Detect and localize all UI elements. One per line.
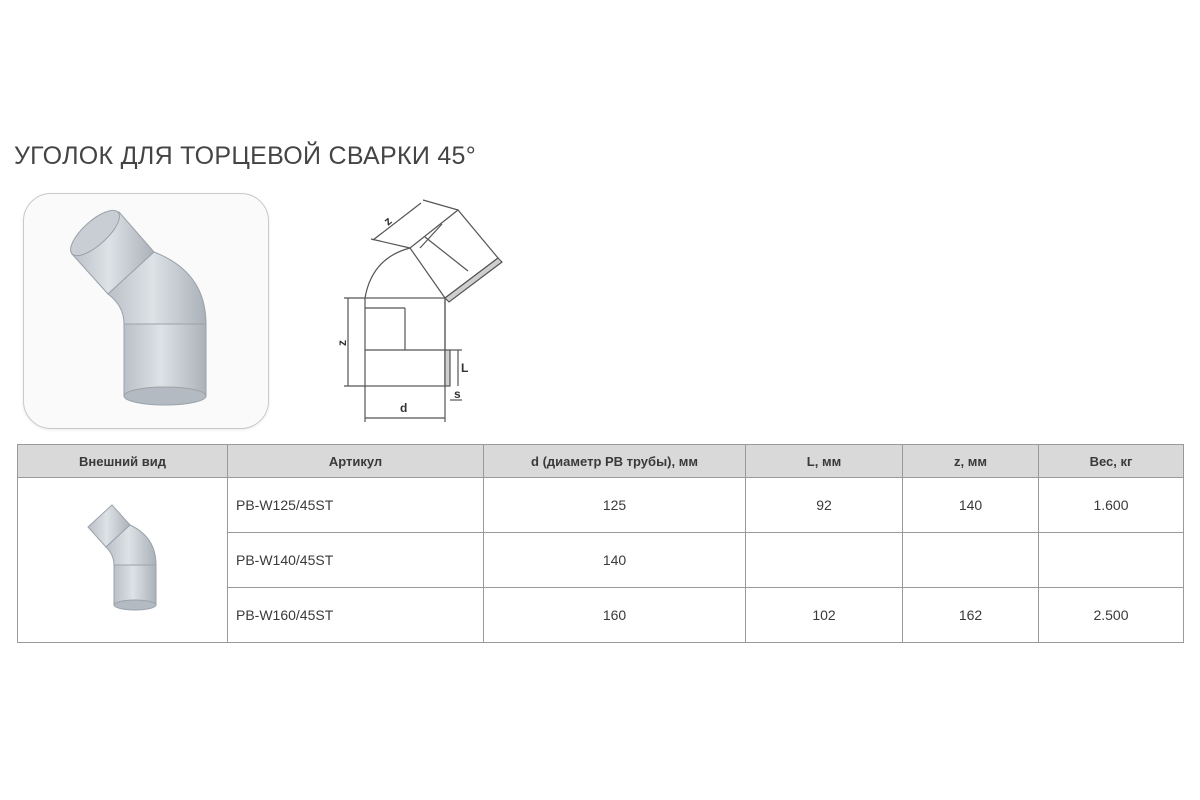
header-article: Артикул bbox=[228, 445, 484, 478]
cell-L bbox=[746, 533, 903, 588]
cell-article: PB-W140/45ST bbox=[228, 533, 484, 588]
cell-L: 92 bbox=[746, 478, 903, 533]
cell-weight: 1.600 bbox=[1039, 478, 1184, 533]
cell-diameter: 125 bbox=[484, 478, 746, 533]
header-diameter: d (диаметр PB трубы), мм bbox=[484, 445, 746, 478]
table-row bbox=[18, 478, 1184, 533]
cell-z bbox=[903, 533, 1039, 588]
header-appearance: Внешний вид bbox=[18, 445, 228, 478]
header-L: L, мм bbox=[746, 445, 903, 478]
product-thumbnail bbox=[18, 478, 228, 643]
dim-d: d bbox=[400, 401, 408, 415]
cell-z: 162 bbox=[903, 588, 1039, 643]
table-header-row bbox=[18, 445, 1184, 478]
dim-z-top: z bbox=[380, 213, 395, 229]
elbow-icon bbox=[78, 499, 168, 619]
cell-diameter: 160 bbox=[484, 588, 746, 643]
cell-article: PB-W160/45ST bbox=[228, 588, 484, 643]
technical-drawing bbox=[330, 190, 520, 425]
cell-L: 102 bbox=[746, 588, 903, 643]
product-photo bbox=[23, 193, 269, 429]
header-z: z, мм bbox=[903, 445, 1039, 478]
header-weight: Вес, кг bbox=[1039, 445, 1184, 478]
cell-article: PB-W125/45ST bbox=[228, 478, 484, 533]
cell-weight bbox=[1039, 533, 1184, 588]
dim-z-left: z bbox=[335, 340, 349, 346]
dim-s: s bbox=[454, 387, 461, 401]
page-title: УГОЛОК ДЛЯ ТОРЦЕВОЙ СВАРКИ 45° bbox=[14, 142, 477, 170]
cell-z: 140 bbox=[903, 478, 1039, 533]
spec-table bbox=[17, 444, 1184, 643]
dim-L: L bbox=[461, 361, 469, 375]
cell-weight: 2.500 bbox=[1039, 588, 1184, 643]
cell-diameter: 140 bbox=[484, 533, 746, 588]
